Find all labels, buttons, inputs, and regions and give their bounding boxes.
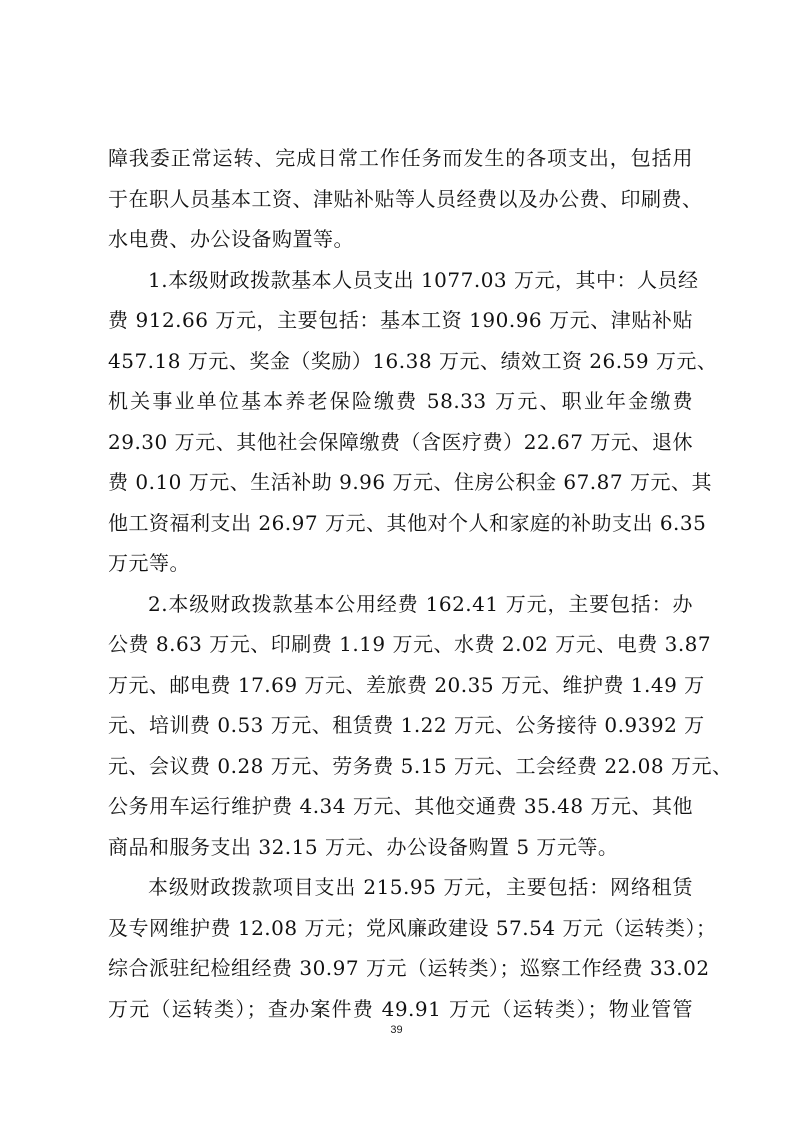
paragraph-4-line-2: 及专网维护费 12.08 万元；党风廉政建设 57.54 万元（运转类）； [108,915,717,940]
paragraph-2-line-3: 457.18 万元、奖金（奖励）16.38 万元、绩效工资 26.59 万元、 [108,348,718,373]
paragraph-2-line-7: 他工资福利支出 26.97 万元、其他对个人和家庭的补助支出 6.35 [108,510,707,535]
page-number: 39 [390,1024,403,1036]
paragraph-4-line-3: 综合派驻纪检组经费 30.97 万元（运转类）；巡察工作经费 33.02 [108,956,710,980]
paragraph-4-line-4: 万元（运转类）；查办案件费 49.91 万元（运转类）；物业管管 [108,996,693,1021]
paragraph-3-line-2: 公费 8.63 万元、印刷费 1.19 万元、水费 2.02 万元、电费 3.87 [108,632,712,656]
body-text [108,138,733,1029]
paragraph-3-line-5: 元、会议费 0.28 万元、劳务费 5.15 万元、工会经费 22.08 万元、 [108,753,733,778]
paragraph-2-line-4: 机关事业单位基本养老保险缴费 58.33 万元、职业年金缴费 [108,389,693,413]
paragraph-4-line-1: 本级财政拨款项目支出 215.95 万元，主要包括：网络租赁 [148,875,693,899]
paragraph-1-line-2: 于在职人员基本工资、津贴补贴等人员经费以及办公费、印刷费、 [108,186,703,211]
paragraph-3-line-1: 2.本级财政拨款基本公用经费 162.41 万元，主要包括：办 [148,591,693,616]
paragraph-2-line-6: 费 0.10 万元、生活补助 9.96 万元、住房公积金 67.87 万元、其 [108,470,712,494]
paragraph-3-line-4: 元、培训费 0.53 万元、租赁费 1.22 万元、公务接待 0.9392 万 [108,713,705,737]
paragraph-3-line-6: 公务用车运行维护费 4.34 万元、其他交通费 35.48 万元、其他 [108,794,693,818]
paragraph-2-line-2: 费 912.66 万元，主要包括：基本工资 190.96 万元、津贴补贴 [108,308,693,332]
paragraph-1-line-1: 障我委正常运转、完成日常工作任务而发生的各项支出，包括用 [108,146,693,170]
paragraph-1-line-3: 水电费、办公设备购置等。 [108,227,354,251]
paragraph-3-line-7: 商品和服务支出 32.15 万元、办公设备购置 5 万元等。 [108,834,619,859]
paragraph-2-line-8: 万元等。 [108,551,190,575]
paragraph-2-line-1: 1.本级财政拨款基本人员支出 1077.03 万元，其中：人员经 [148,267,699,292]
paragraph-2-line-5: 29.30 万元、其他社会保障缴费（含医疗费）22.67 万元、退休 [108,429,693,454]
paragraph-3-line-3: 万元、邮电费 17.69 万元、差旅费 20.35 万元、维护费 1.49 万 [108,672,705,697]
